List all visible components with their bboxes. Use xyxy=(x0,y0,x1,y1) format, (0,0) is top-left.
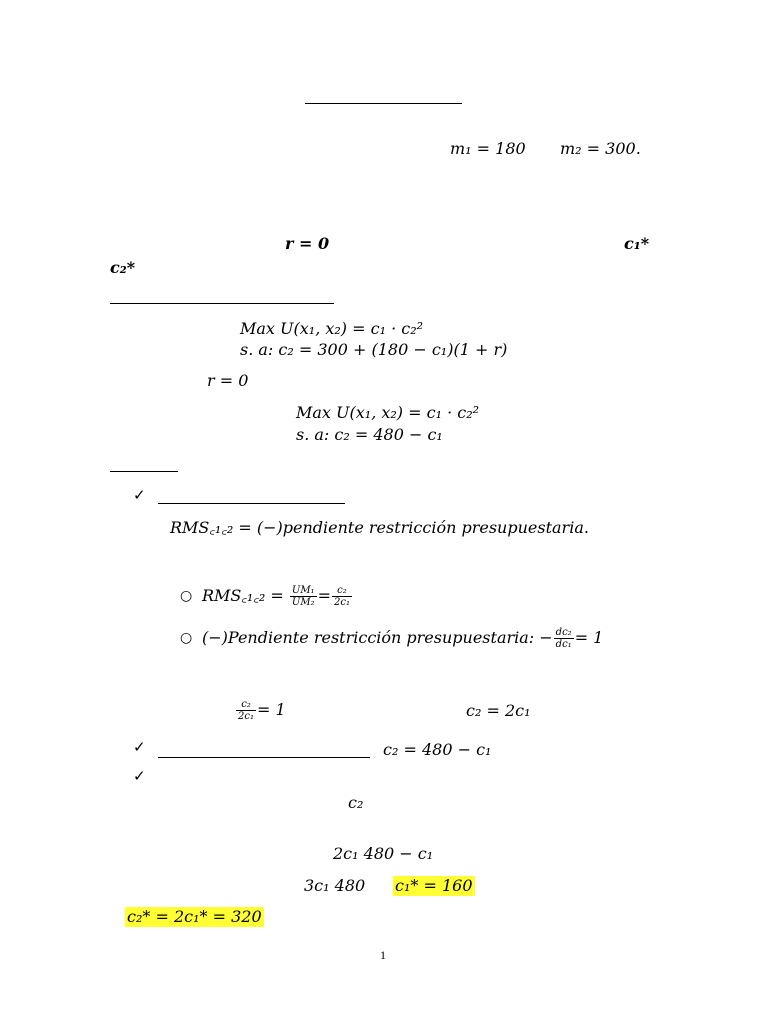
mu-numerator: UM₁ xyxy=(291,585,315,596)
c1-star-label: c₁* xyxy=(624,234,650,253)
budget-equation: c₂ = 480 − c₁ xyxy=(383,740,492,759)
page-number: 1 xyxy=(380,948,386,962)
check-mark-icon: ✓ xyxy=(133,738,146,756)
problem2-objective: Max U(x₁, x₂) = c₁ · c₂² xyxy=(296,403,480,422)
ratio-numerator: c₂ xyxy=(236,699,256,711)
c1-star-result: c₁* = 160 xyxy=(395,876,473,895)
income-m1: m₁ = 180 xyxy=(450,139,526,158)
derivative-denominator: dc₁ xyxy=(555,639,572,650)
check-mark-icon: ✓ xyxy=(133,486,146,504)
problem2-constraint: s. a: c₂ = 480 − c₁ xyxy=(296,425,443,444)
c2-equals-2c1: c₂ = 2c₁ xyxy=(466,701,531,720)
problem1-objective: Max U(x₁, x₂) = c₁ · c₂² xyxy=(240,319,424,338)
optimality-condition: RMS꜀₁꜀₂ = (−)pendiente restricción presupuestaria. xyxy=(170,518,589,537)
income-m2: m₂ = 300. xyxy=(560,139,641,158)
mrs-equals: = xyxy=(317,586,331,605)
c2-star-label: c₂* xyxy=(110,258,136,277)
problem1-constraint: s. a: c₂ = 300 + (180 − c₁)(1 + r) xyxy=(240,340,508,359)
derivative-fraction xyxy=(554,627,574,650)
substitution-r: r = 0 xyxy=(207,371,249,390)
hollow-circle-bullet-icon: ○ xyxy=(180,630,193,646)
hollow-circle-bullet-icon: ○ xyxy=(180,588,193,604)
mrs-lhs: RMS꜀₁꜀₂ = xyxy=(202,586,284,605)
mu-fraction xyxy=(290,585,317,608)
mu-denominator: UM₂ xyxy=(291,597,315,608)
check2-underline xyxy=(158,757,370,758)
check1-underline xyxy=(158,503,345,504)
equation-line-b: 3c₁ 480 xyxy=(304,876,366,895)
title-underline xyxy=(305,103,462,104)
lone-c2: c₂ xyxy=(348,793,364,812)
equation-line-a: 2c₁ 480 − c₁ xyxy=(333,844,434,863)
slope-text: (−)Pendiente restricción presupuestaria: − xyxy=(202,628,553,647)
subsection-underline xyxy=(110,471,178,472)
ratio-equation xyxy=(235,694,286,726)
section-underline xyxy=(110,303,334,304)
check-mark-icon: ✓ xyxy=(133,767,146,785)
c2-star-result: c₂* = 2c₁* = 320 xyxy=(127,907,262,926)
budget-slope-expression xyxy=(202,622,603,654)
derivative-numerator: dc₂ xyxy=(555,627,572,638)
c-numerator: c₂ xyxy=(332,585,352,597)
mrs-expression xyxy=(202,580,353,612)
slope-rhs: = 1 xyxy=(574,628,604,647)
interest-rate-condition: r = 0 xyxy=(285,234,330,253)
ratio-fraction xyxy=(236,699,256,722)
ratio-rhs: = 1 xyxy=(256,700,286,719)
ratio-denominator: 2c₁ xyxy=(238,711,254,722)
c-fraction xyxy=(332,585,352,608)
c-denominator: 2c₁ xyxy=(333,597,350,608)
